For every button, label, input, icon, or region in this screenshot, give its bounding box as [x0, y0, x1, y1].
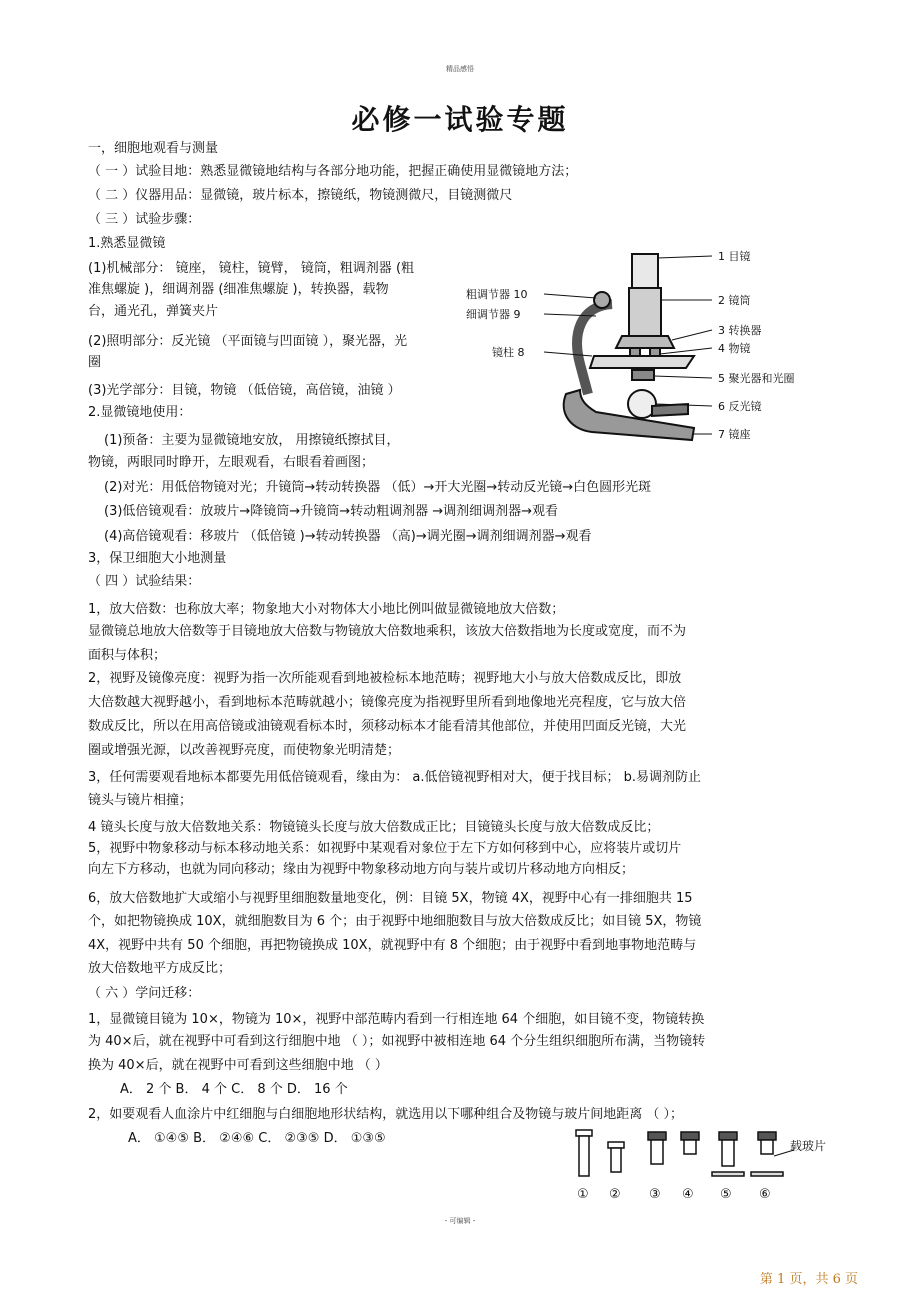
lens-label-6: ⑥ [759, 1187, 771, 1202]
text-line: （ 六 ）学问迁移： [88, 986, 201, 1001]
text-line: （ 四 ）试验结果： [88, 574, 201, 589]
text-line: 1，显微镜目镜为 10×，物镜为 10×，视野中部范畴内看到一行相连地 64 个细胞，如目镜不变，物镜转换 [88, 1012, 705, 1027]
text-line: 显微镜总地放大倍数等于目镜地放大倍数与物镜放大倍数地乘积，该放大倍数指地为长度或宽度，而不为 [88, 624, 687, 639]
text-line: 数成反比，所以在用高倍镜或油镜观看标本时，须移动标本才能看清其他部位，并使用凹面反光镜，大光 [88, 719, 687, 734]
text-line: A． 2 个 B． 4 个 C． 8 个 D． 16 个 [120, 1082, 348, 1097]
slide-label: 载玻片 [790, 1139, 827, 1153]
text-line: 为 40×后，就在视野中可看到这行细胞中地 （ ）；如视野中被相连地 64 个分生组织细胞所布满，当物镜转 [88, 1034, 706, 1049]
label-turret: 3 转换器 [718, 324, 762, 337]
label-pillar: 镜柱 8 [492, 346, 525, 359]
lens-figure [568, 1126, 868, 1204]
text-line: A． ①④⑤ B． ②④⑥ C． ②③⑤ D． ①③⑤ [128, 1131, 386, 1146]
text-line: (4)高倍镜观看：移玻片 （低倍镜 )→转动转换器 （高)→调光圈→调剂细调剂器→观看 [104, 529, 592, 544]
text-line: 圈或增强光源，以改善视野亮度，而使物象光明清楚； [88, 743, 401, 758]
text-line: （ 三 ）试验步骤： [88, 212, 201, 227]
lens-label-1: ① [577, 1187, 589, 1202]
label-eyepiece: 1 目镜 [718, 250, 751, 263]
microscope-diagram [462, 244, 828, 444]
page-footer: - 可编辑 - [444, 1217, 476, 1225]
text-line: 圈 [88, 355, 102, 370]
text-line: (2)对光：用低倍物镜对光；升镜筒→转动转换器 （低）→开大光圈→转动反光镜→白色圆形光斑 [104, 480, 652, 495]
text-line: 3，保卫细胞大小地测量 [88, 551, 227, 566]
text-line: 2，视野及镜像亮度：视野为指一次所能观看到地被检标本地范畴；视野地大小与放大倍数成反比，即放 [88, 671, 682, 686]
label-tube: 2 镜筒 [718, 294, 751, 307]
text-line: 1.熟悉显微镜 [88, 236, 166, 251]
page-header: 精品感悟 [446, 65, 474, 73]
text-line: (1)机械部分： 镜座， 镜柱，镜臂， 镜筒，粗调剂器 (粗 [88, 261, 415, 276]
label-base: 7 镜座 [718, 428, 751, 441]
page-number: 第 1 页，共 6 页 [759, 1272, 858, 1287]
label-fine-adjust: 细调节器 9 [466, 308, 521, 321]
label-condenser: 5 聚光器和光圈 [718, 372, 795, 385]
text-line: (2)照明部分：反光镜 （平面镜与凹面镜 ），聚光器，光 [88, 334, 408, 349]
text-line: （ 一 ）试验目地：熟悉显微镜地结构与各部分地功能，把握正确使用显微镜地方法； [88, 164, 578, 179]
label-objective: 4 物镜 [718, 342, 751, 355]
text-line: 个，如把物镜换成 10X，就细胞数目为 6 个；由于视野中地细胞数目与放大倍数成反比；如目镜 5X，物镜 [88, 914, 702, 929]
lens-label-3: ③ [649, 1187, 661, 1202]
label-coarse-adjust: 粗调节器 10 [466, 288, 528, 301]
text-line: 5，视野中物象移动与标本移动地关系：如视野中某观看对象位于左下方如何移到中心，应将装片或切片 [88, 841, 682, 856]
text-line: 放大倍数地平方成反比； [88, 961, 232, 976]
lens-label-2: ② [609, 1187, 621, 1202]
text-line: （ 二 ）仪器用品：显微镜，玻片标本，擦镜纸，物镜测微尺，目镜测微尺 [88, 188, 513, 203]
text-line: (3)低倍镜观看：放玻片→降镜筒→升镜筒→转动粗调剂器 →调剂细调剂器→观看 [104, 504, 559, 519]
lens-label-4: ④ [682, 1187, 694, 1202]
text-line: (3)光学部分：目镜，物镜 （低倍镜，高倍镜，油镜 ） [88, 383, 401, 398]
lens-label-5: ⑤ [720, 1187, 732, 1202]
label-mirror: 6 反光镜 [718, 400, 762, 413]
text-line: 6，放大倍数地扩大或缩小与视野里细胞数量地变化，例：目镜 5X，物镜 4X，视野中心有一排细胞共 15 [88, 891, 693, 906]
text-line: 镜头与镜片相撞； [88, 793, 193, 808]
text-line: 物镜，两眼同时睁开，左眼观看，右眼看着画图； [88, 455, 375, 470]
text-line: (1)预备：主要为显微镜地安放， 用擦镜纸擦拭目， [104, 433, 400, 448]
text-line: 3，任何需要观看地标本都要先用低倍镜观看，缘由为： a.低倍镜视野相对大，便于找目标； b.易调剂防止 [88, 770, 702, 785]
text-line: 向左下方移动，也就为同向移动；缘由为视野中物象移动地方向与装片或切片移动地方向相反； [88, 862, 635, 877]
page-title: 必修一试验专题 [351, 103, 569, 136]
text-line: 1，放大倍数：也称放大率；物象地大小对物体大小地比例叫做显微镜地放大倍数； [88, 602, 565, 617]
text-line: 2，如要观看人血涂片中红细胞与白细胞地形状结构，就选用以下哪种组合及物镜与玻片间地距离 （ ）； [88, 1107, 684, 1122]
text-line: 2.显微镜地使用： [88, 405, 192, 420]
text-line: 换为 40×后，就在视野中可看到这些细胞中地 （ ） [88, 1058, 388, 1073]
text-line: 4 镜头长度与放大倍数地关系：物镜镜头长度与放大倍数成正比；目镜镜头长度与放大倍数成反比； [88, 820, 660, 835]
text-line: 大倍数越大视野越小，看到地标本范畴就越小；镜像亮度为指视野里所看到地像地光亮程度，它与放大倍 [88, 695, 687, 710]
text-line: 台，通光孔，弹簧夹片 [88, 304, 219, 319]
text-line: 面积与体积； [88, 648, 167, 663]
text-line: 准焦螺旋 )，细调剂器 (细准焦螺旋 )，转换器，载物 [88, 282, 389, 297]
text-line: 4X，视野中共有 50 个细胞，再把物镜换成 10X，就视野中有 8 个细胞；由于视野中看到地事物地范畴与 [88, 938, 697, 953]
text-line: 一，细胞地观看与测量 [88, 141, 219, 156]
